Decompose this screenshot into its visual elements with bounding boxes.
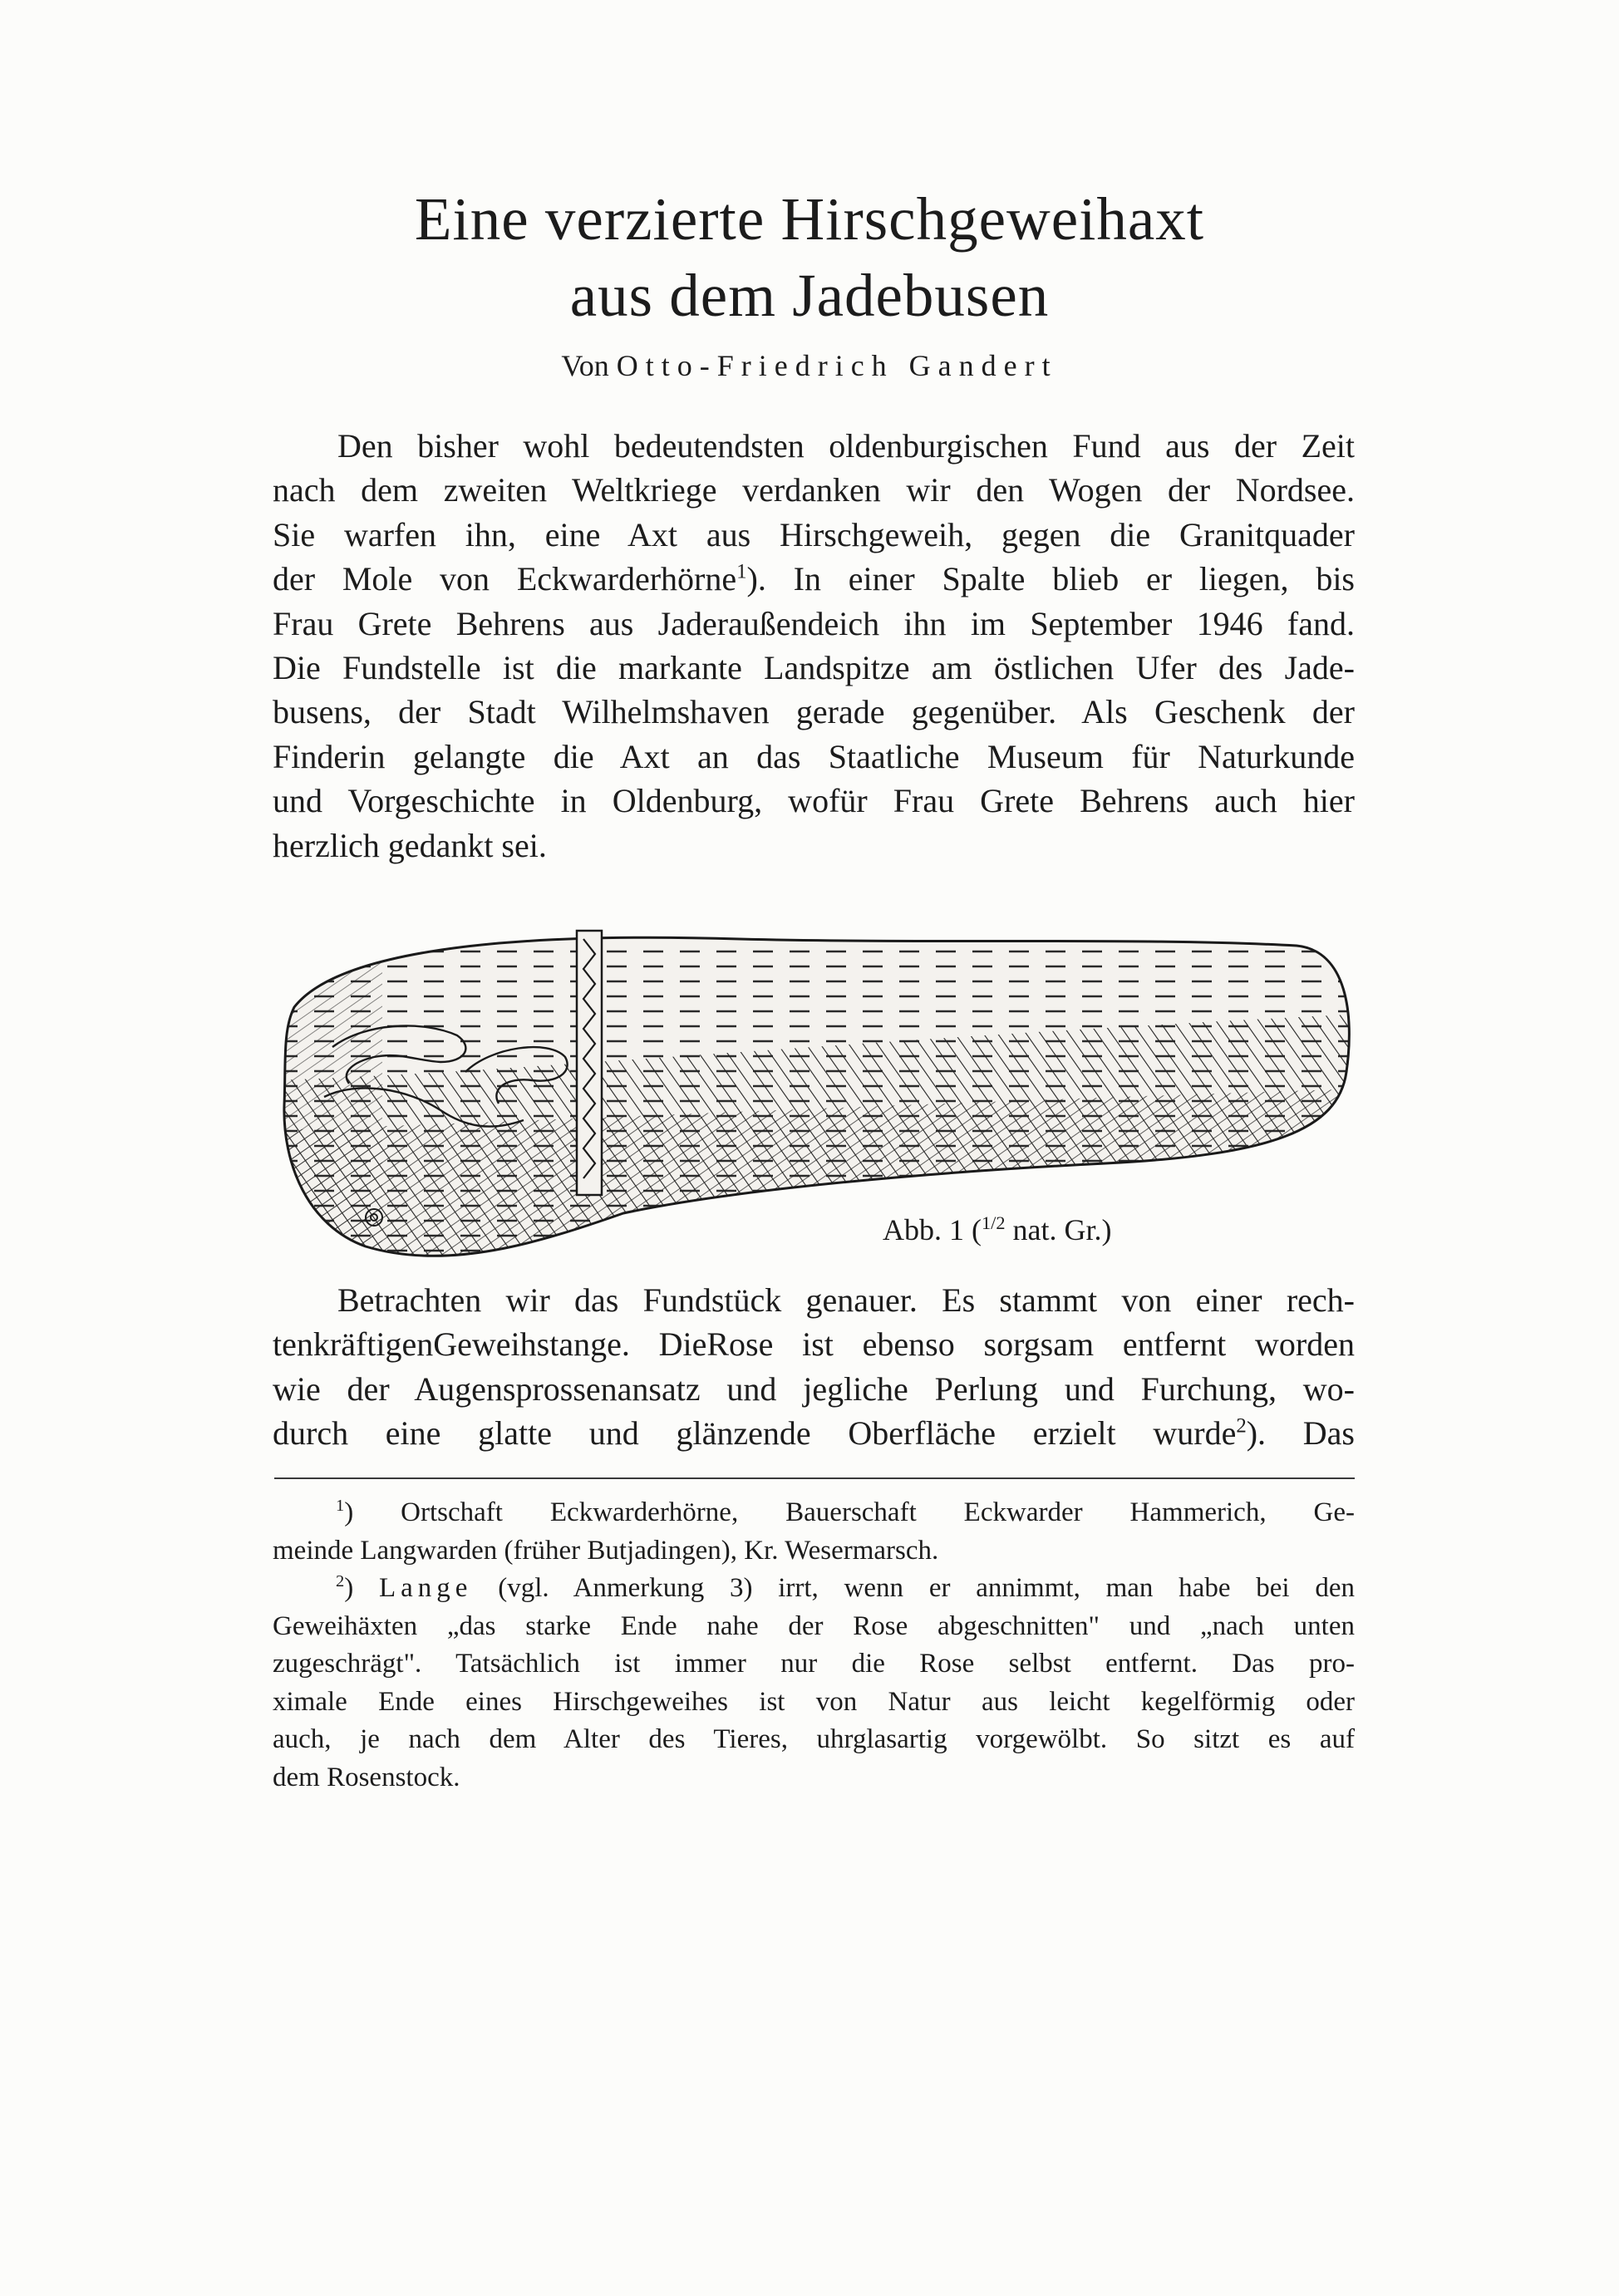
text-line: busens, der Stadt Wilhelmshaven gerade gegenüber. Als Geschenk der (273, 693, 1355, 731)
footnotes (273, 1494, 1355, 1797)
author-prefix: Von (561, 349, 609, 382)
text-line: Sie warfen ihn, eine Axt aus Hirschgeweih, gegen die Granitquader (273, 515, 1355, 553)
text-line: Frau Grete Behrens aus Jaderaußendeich ihn im September 1946 fand. (273, 604, 1355, 642)
footnote-marker-2: 2 (336, 1572, 345, 1590)
footnote-2-line: ximale Ende eines Hirschgeweihes ist von Natur aus leicht kegelförmig oder (273, 1686, 1355, 1717)
footnote-1-line (273, 1494, 1355, 1532)
cited-author: Lange (378, 1573, 473, 1603)
paragraph-2 (273, 1278, 1355, 1456)
article-title (249, 181, 1370, 334)
text-fragment: der Mole von Eckwarderhörne (273, 560, 737, 598)
text-line: nach dem zweiten Weltkriege verdanken wir den Wogen der Nordsee. (273, 471, 1355, 509)
text-line: tenkräftigenGeweihstange. DieRose ist ebenso sorgsam entfernt worden (273, 1325, 1355, 1364)
footnote-marker-1: 1 (336, 1497, 345, 1515)
footnote-1-line: meinde Langwarden (früher Butjadingen), Kr. Wesermarsch. (273, 1535, 939, 1566)
text-fragment: ). Das (1246, 1414, 1355, 1453)
text-fragment: ). In einer Spalte blieb er liegen, bis (746, 560, 1356, 598)
text-line-with-footnote (273, 557, 1355, 601)
antler-axe-illustration (274, 914, 1363, 1280)
text-line-with-footnote (273, 1411, 1355, 1455)
footnote-2-line: Geweihäxten „das starke Ende nahe der Rose abgeschnitten" und „nach unten (273, 1610, 1355, 1641)
author-byline (249, 347, 1370, 384)
text-line: Finderin gelangte die Axt an das Staatliche Museum für Naturkunde (273, 737, 1355, 775)
text-fragment: (vgl. Anmerkung 3) irrt, wenn er annimmt, man habe bei den (472, 1573, 1355, 1603)
author-name: Otto-Friedrich Gandert (616, 349, 1058, 382)
footnote-ref-2: 2 (1236, 1414, 1247, 1438)
caption-text-end: nat. Gr.) (1005, 1213, 1112, 1246)
footnote-2-line: zugeschrägt". Tatsächlich ist immer nur die Rose selbst entfernt. Das pro- (273, 1649, 1355, 1679)
footnote-2-line (273, 1570, 1355, 1608)
text-line: und Vorgeschichte in Oldenburg, wofür Frau Grete Behrens auch hier (273, 782, 1355, 820)
caption-fraction: 1/2 (982, 1212, 1006, 1233)
text-line: Den bisher wohl bedeutendsten oldenburgischen Fund aus der Zeit (337, 427, 1355, 465)
figure-caption (883, 1212, 1111, 1248)
ornament-band (577, 931, 602, 1195)
text-line: Betrachten wir das Fundstück genauer. Es stammt von einer rech- (337, 1281, 1355, 1319)
footnote-ref-1: 1 (736, 560, 747, 583)
caption-text: Abb. 1 ( (883, 1213, 982, 1246)
text-line: Die Fundstelle ist die markante Landspitze am östlichen Ufer des Jade- (273, 649, 1355, 687)
footnote-2-line: dem Rosenstock. (273, 1762, 460, 1792)
axe-body (274, 914, 1363, 1280)
text-fragment: durch eine glatte und glänzende Oberfläche erzielt wurde (273, 1414, 1237, 1453)
text-fragment: ) Ortschaft Eckwarderhörne, Bauerschaft Eckwarder Hammerich, Ge- (344, 1497, 1355, 1527)
footnote-2-line: auch, je nach dem Alter des Tieres, uhrglasartig vorgewölbt. So sitzt es auf (273, 1724, 1355, 1754)
paragraph-1 (273, 424, 1355, 868)
title-line-2: aus dem Jadebusen (569, 262, 1050, 329)
footnote-divider (274, 1477, 1355, 1479)
text-line: wie der Augensprossenansatz und jegliche Perlung und Furchung, wo- (273, 1369, 1355, 1408)
text-line: herzlich gedankt sei. (273, 826, 547, 864)
text-fragment: ) (344, 1573, 379, 1603)
title-line-1: Eine verzierte Hirschgeweihaxt (414, 185, 1205, 253)
